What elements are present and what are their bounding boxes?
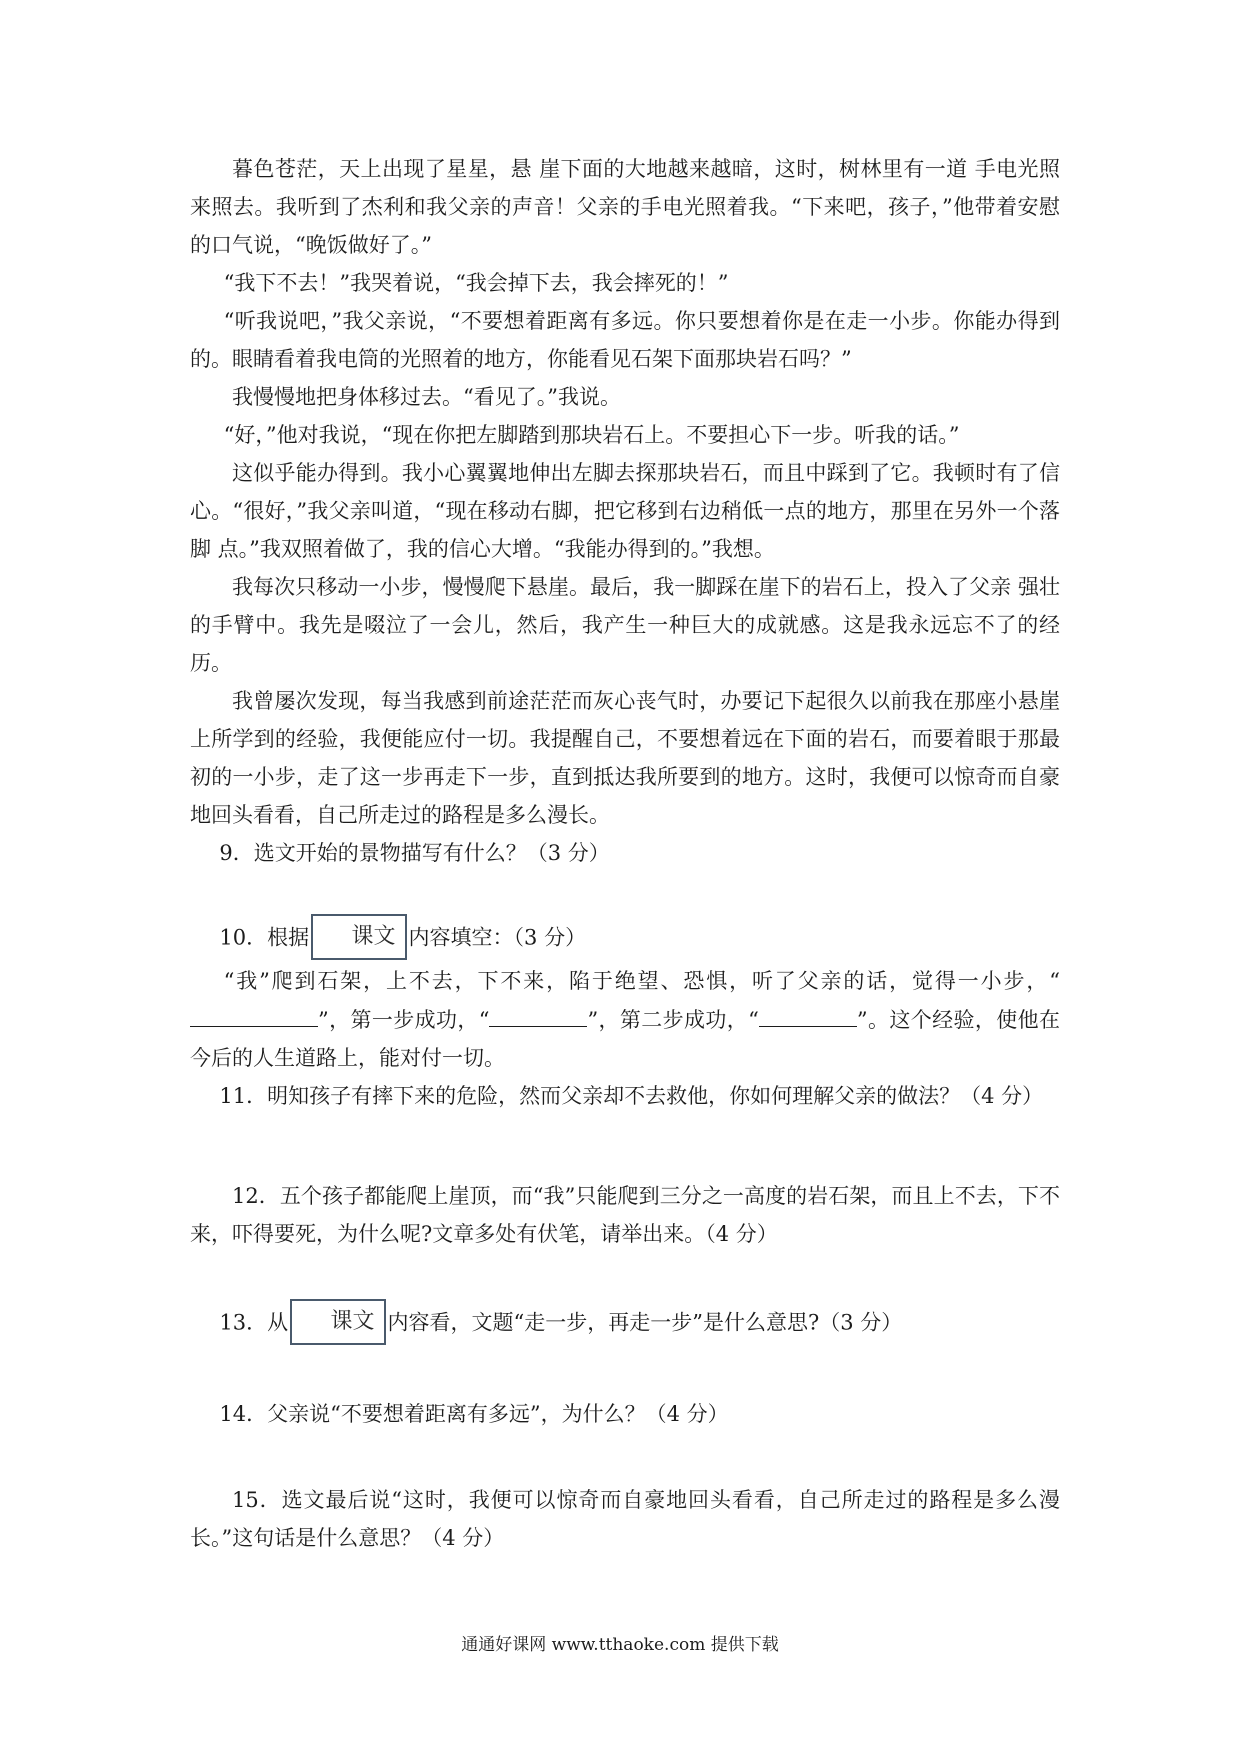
question-9: 9．选文开始的景物描写有什么？（3 分） xyxy=(219,841,610,865)
question-10-suffix: 内容填空：（3 分） xyxy=(408,925,587,950)
question-10-fill-text xyxy=(190,962,1060,1077)
question-13-suffix: 内容看，文题“走一步，再走一步”是什么意思?（3 分） xyxy=(387,1310,903,1335)
answer-blank-1[interactable] xyxy=(190,1000,318,1027)
answer-blank-2[interactable] xyxy=(489,1000,587,1027)
passage-paragraph-5: “好，”他对我说，“现在你把左脚踏到那块岩石上。不要担心下一步。听我的话。” xyxy=(223,423,960,447)
passage-paragraph-2: “我下不去！”我哭着说，“我会掉下去，我会摔死的！” xyxy=(223,271,729,295)
question-13-prefix: 13．从 xyxy=(219,1310,289,1335)
question-14: 14．父亲说“不要想着距离有多远”，为什么？（4 分） xyxy=(219,1402,729,1426)
question-10 xyxy=(190,916,1060,962)
passage-paragraph-1: 暮色苍茫，天上出现了星星，悬 崖下面的大地越来越暗，这时，树林里有一道 手电光照来照去。我听到了杰利和我父亲的声音！父亲的手电光照着我。“下来吧，孩子，”他带着安慰的口气说，“晚饭做好了。” xyxy=(190,157,1060,257)
keyword-box-10: 课文 xyxy=(311,914,406,960)
keyword-box-13: 课文 xyxy=(290,1299,385,1345)
passage-paragraph-7: 我每次只移动一小步，慢慢爬下悬崖。最后，我一脚踩在崖下的岩石上，投入了父亲 强壮的手臂中。我先是啜泣了一会儿，然后，我产生一种巨大的成就感。这是我永远忘不了的经历。 xyxy=(190,575,1060,675)
fill-text-a: “我”爬到石架，上不去，下不来，陷于绝望、恐惧，听了父亲的话，觉得一小步，“ xyxy=(223,969,1060,993)
passage-paragraph-4: 我慢慢地把身体移过去。“看见了。”我说。 xyxy=(232,385,621,409)
question-12: 12．五个孩子都能爬上崖顶，而“我”只能爬到三分之一高度的岩石架，而且上不去，下不来，吓得要死，为什么呢?文章多处有伏笔，请举出来。（4 分） xyxy=(190,1184,1060,1246)
question-11: 11．明知孩子有摔下来的危险，然而父亲却不去救他，你如何理解父亲的做法？（4 分） xyxy=(219,1084,1044,1108)
fill-text-b: ”，第一步成功，“ xyxy=(318,1008,490,1032)
fill-text-d: ”。这个经验，使他在今后的人生道路上，能对付一切。 xyxy=(190,1008,1060,1070)
question-13 xyxy=(190,1301,1060,1347)
question-10-prefix: 10．根据 xyxy=(219,925,310,950)
fill-text-c: ”，第二步成功，“ xyxy=(587,1008,759,1032)
answer-blank-3[interactable] xyxy=(759,1000,857,1027)
question-15: 15．选文最后说“这时，我便可以惊奇而自豪地回头看看，自己所走过的路程是多么漫长。”这句话是什么意思？（4 分） xyxy=(190,1488,1060,1550)
passage-paragraph-3: “听我说吧，”我父亲说，“不要想着距离有多远。你只要想着你是在走一小步。你能办得到的。眼睛看着我电筒的光照着的地方，你能看见石架下面那块岩石吗？” xyxy=(190,309,1060,371)
page-footer: 通通好课网 www.tthaoke.com 提供下载 xyxy=(461,1635,779,1655)
passage-paragraph-8: 我曾屡次发现，每当我感到前途茫茫而灰心丧气时，办要记下起很久以前我在那座小悬崖上所学到的经验，我便能应付一切。我提醒自己，不要想着远在下面的岩石，而要着眼于那最初的一小步，走了这一步再走下一步，直到抵达我所要到的地方。这时，我便可以惊奇而自豪地回头看看，自己所走过的路程是多么漫长。 xyxy=(190,689,1060,827)
passage-paragraph-6: 这似乎能办得到。我小心翼翼地伸出左脚去探那块岩石，而且中踩到了它。我顿时有了信心。“很好，”我父亲叫道，“现在移动右脚，把它移到右边稍低一点的地方，那里在另外一个落脚 点。”我双照着做了，我的信心大增。“我能办得到的。”我想。 xyxy=(190,461,1060,561)
document-page xyxy=(190,150,1060,1557)
